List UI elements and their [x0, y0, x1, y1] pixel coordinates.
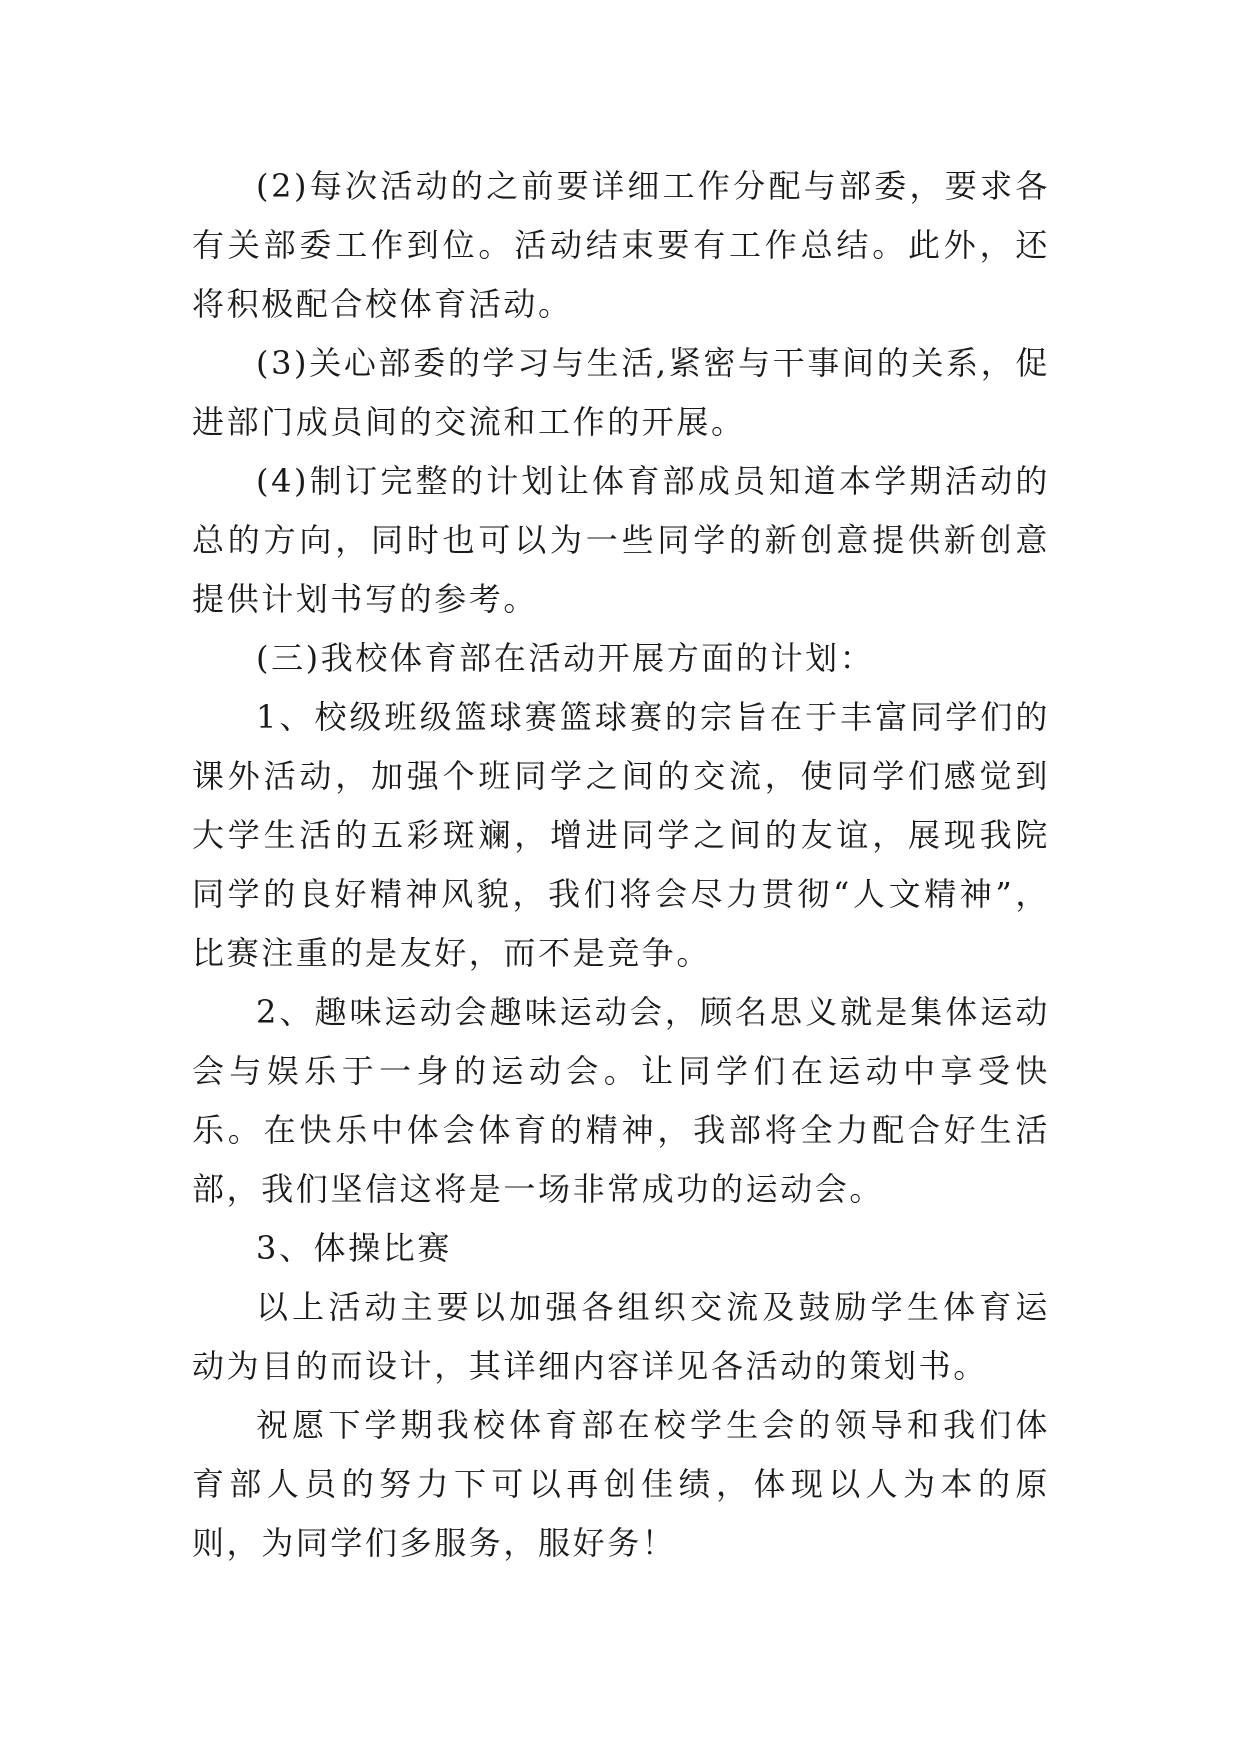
- section-heading-activity-plan: (三)我校体育部在活动开展方面的计划：: [256, 639, 875, 677]
- paragraph-closing-wish: 祝愿下学期我校体育部在校学生会的领导和我们体育部人员的努力下可以再创佳绩，体现以人为本的原则，为同学们多服务，服好务！: [192, 1406, 1050, 1562]
- paragraph-summary: 以上活动主要以加强各组织交流及鼓励学生体育运动为目的而设计，其详细内容详见各活动的策划书。: [192, 1288, 1050, 1385]
- paragraph-basketball: 1、校级班级篮球赛篮球赛的宗旨在于丰富同学们的课外活动，加强个班同学之间的交流，使同学们感觉到大学生活的五彩斑斓，增进同学之间的友谊，展现我院同学的良好精神风貌，我们将会尽力贯彻“人文精神”，比赛注重的是友好，而不是竞争。: [192, 698, 1050, 972]
- paragraph-item-4: (4)制订完整的计划让体育部成员知道本学期活动的总的方向，同时也可以为一些同学的新创意提供新创意提供计划书写的参考。: [192, 462, 1050, 618]
- paragraph-item-3: (3)关心部委的学习与生活,紧密与干事间的关系，促进部门成员间的交流和工作的开展。: [192, 344, 1050, 441]
- paragraph-fun-sports-meet: 2、趣味运动会趣味运动会，顾名思义就是集体运动会与娱乐于一身的运动会。让同学们在运动中享受快乐。在快乐中体会体育的精神，我部将全力配合好生活部，我们坚信这将是一场非常成功的运动会。: [192, 993, 1050, 1208]
- paragraph-item-2: (2)每次活动的之前要详细工作分配与部委，要求各有关部委工作到位。活动结束要有工作总结。此外，还将积极配合校体育活动。: [192, 167, 1050, 323]
- document-body: [192, 157, 1050, 1573]
- paragraph-gymnastics: 3、体操比赛: [256, 1229, 452, 1267]
